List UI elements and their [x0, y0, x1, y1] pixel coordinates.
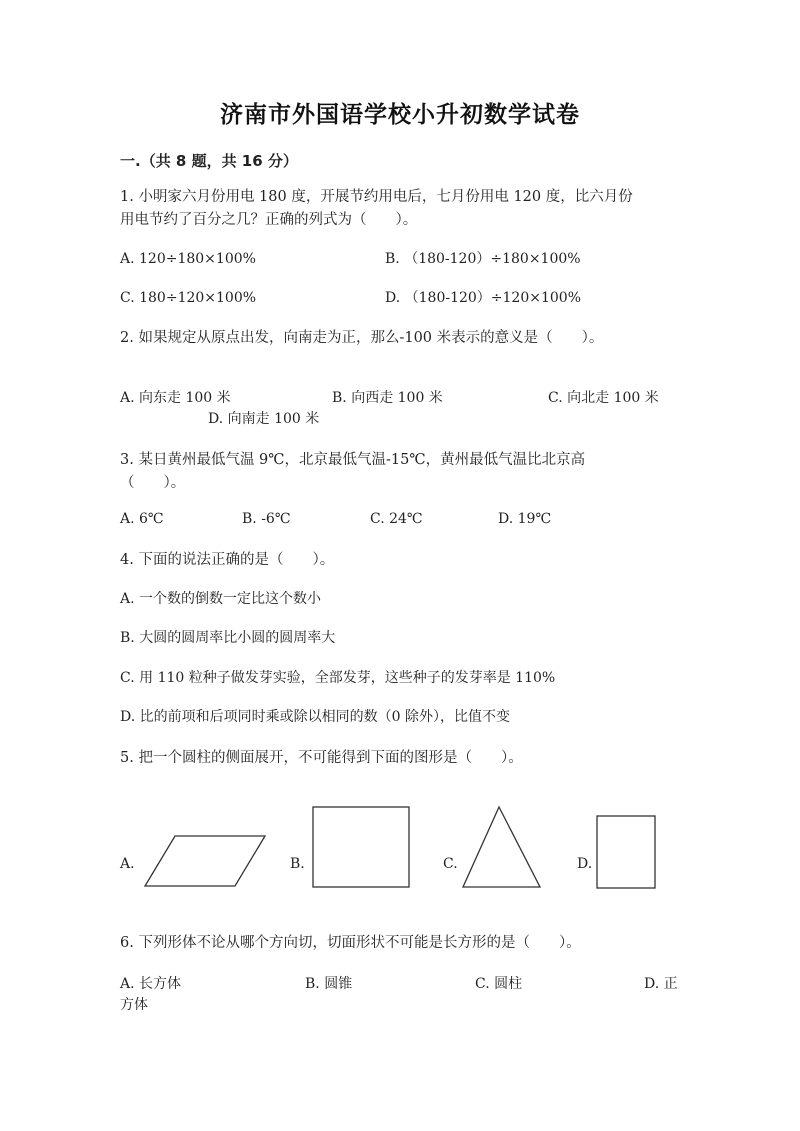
- q6-option-d: D. 正: [644, 976, 678, 992]
- q6-option-c: C. 圆柱: [475, 976, 523, 992]
- question-6-stem: 6. 下列形体不论从哪个方向切，切面形状不可能是长方形的是（ ）。: [120, 935, 581, 951]
- question-1-stem: [120, 186, 680, 232]
- q2-option-d: D. 向南走 100 米: [208, 411, 320, 427]
- q6-option-d-wrap: 方体: [120, 997, 148, 1013]
- q2-option-c: C. 向北走 100 米: [548, 390, 659, 406]
- triangle-figure: [458, 802, 548, 892]
- q3-option-c: C. 24℃: [370, 511, 423, 527]
- q4-option-b: B. 大圆的圆周率比小圆的圆周率大: [120, 630, 336, 646]
- q2-option-a: A. 向东走 100 米: [120, 390, 231, 406]
- rectangle-figure: [593, 812, 659, 892]
- question-3-line-1: 3. 某日黄州最低气温 9℃，北京最低气温-15℃，黄州最低气温比北京高: [120, 452, 586, 468]
- q1-option-d: D. （180-120）÷120×100%: [385, 290, 582, 306]
- section-header: 一.（共 8 题，共 16 分）: [120, 152, 298, 170]
- question-4-stem: 4. 下面的说法正确的是（ ）。: [120, 552, 335, 568]
- q1-option-a: A. 120÷180×100%: [120, 251, 256, 267]
- q1-option-c: C. 180÷120×100%: [120, 290, 257, 306]
- q4-option-c: C. 用 110 粒种子做发芽实验，全部发芽，这些种子的发芽率是 110%: [120, 670, 556, 686]
- q5-figure-b-label: B.: [290, 856, 305, 872]
- q6-option-a: A. 长方体: [120, 976, 182, 992]
- q4-option-d: D. 比的前项和后项同时乘或除以相同的数（0 除外），比值不变: [120, 709, 510, 725]
- question-3-line-2: （ ）。: [120, 475, 186, 491]
- parallelogram-figure: [140, 820, 270, 900]
- question-1-line-2: 用电节约了百分之几？正确的列式为（ ）。: [120, 212, 418, 228]
- q3-option-b: B. -6℃: [242, 511, 291, 527]
- q1-option-b: B. （180-120）÷180×100%: [385, 251, 581, 267]
- question-3-stem: [120, 449, 680, 495]
- q3-option-d: D. 19℃: [498, 511, 552, 527]
- q6-option-b: B. 圆锥: [305, 976, 353, 992]
- q5-figure-c-label: C.: [443, 856, 458, 872]
- q4-option-a: A. 一个数的倒数一定比这个数小: [120, 591, 322, 607]
- q3-option-a: A. 6℃: [120, 511, 164, 527]
- q5-figure-a-label: A.: [120, 856, 135, 872]
- q5-figure-d-label: D.: [577, 856, 593, 872]
- question-5-stem: 5. 把一个圆柱的侧面展开，不可能得到下面的图形是（ ）。: [120, 750, 523, 766]
- q2-option-b: B. 向西走 100 米: [332, 390, 443, 406]
- exam-title: 济南市外国语学校小升初数学试卷: [220, 102, 580, 128]
- square-figure: [308, 802, 414, 892]
- question-2-stem: 2. 如果规定从原点出发，向南走为正，那么-100 米表示的意义是（ ）。: [120, 330, 604, 346]
- question-1-line-1: 1. 小明家六月份用电 180 度，开展节约用电后，七月份用电 120 度，比六月份: [120, 189, 633, 205]
